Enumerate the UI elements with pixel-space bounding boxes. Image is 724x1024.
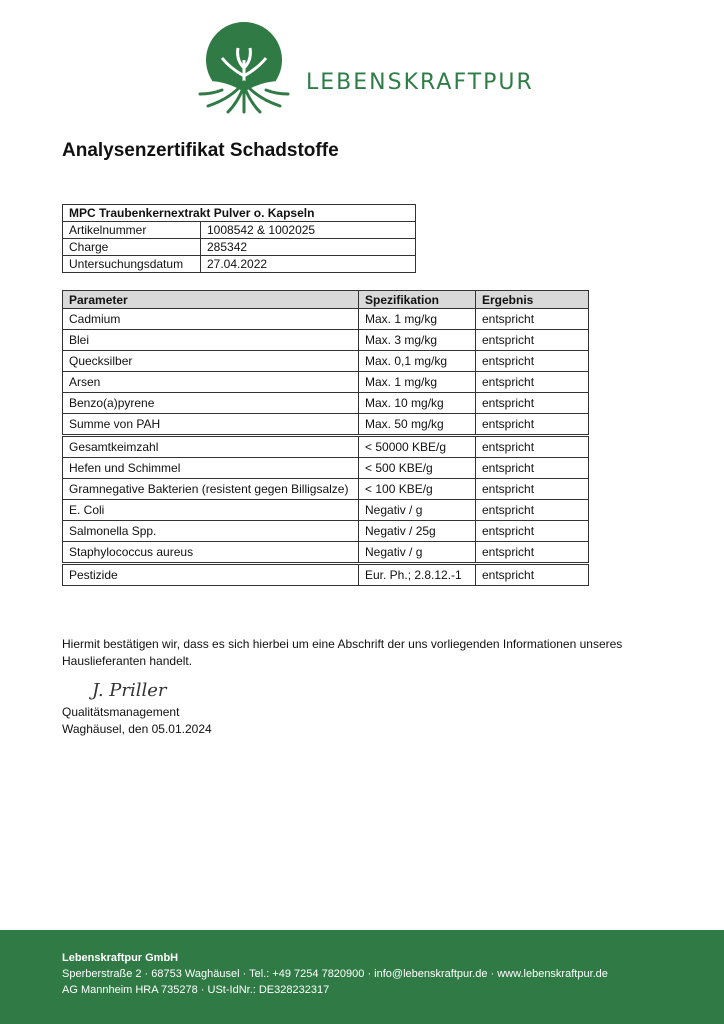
- product-row: [63, 239, 416, 256]
- cell-spec: < 100 KBE/g: [359, 479, 476, 500]
- page-title: Analysenzertifikat Schadstoffe: [62, 140, 339, 161]
- cell-result: entspricht: [476, 564, 589, 586]
- cell-spec: < 50000 KBE/g: [359, 436, 476, 458]
- brand-name: LEBENSKRAFTPUR: [306, 70, 534, 95]
- cell-spec: Max. 3 mg/kg: [359, 330, 476, 351]
- footer-registry: AG Mannheim HRA 735278 · USt-IdNr.: DE328232317: [62, 984, 330, 996]
- cell-parameter: E. Coli: [63, 500, 359, 521]
- cell-parameter: Quecksilber: [63, 351, 359, 372]
- cell-result: entspricht: [476, 351, 589, 372]
- product-row-label: Untersuchungsdatum: [63, 256, 201, 273]
- table-row: [63, 330, 589, 351]
- table-header-row: [63, 291, 589, 309]
- table-row: [63, 564, 589, 586]
- cell-spec: Max. 0,1 mg/kg: [359, 351, 476, 372]
- cell-parameter: Blei: [63, 330, 359, 351]
- cell-result: entspricht: [476, 414, 589, 436]
- footer: [0, 930, 724, 1024]
- cell-spec: Negativ / g: [359, 500, 476, 521]
- product-row-value: 1008542 & 1002025: [201, 222, 416, 239]
- cell-result: entspricht: [476, 330, 589, 351]
- cell-result: entspricht: [476, 372, 589, 393]
- product-info-table: [62, 204, 416, 273]
- cell-parameter: Benzo(a)pyrene: [63, 393, 359, 414]
- place-date: Waghäusel, den 05.01.2024: [62, 722, 212, 736]
- table-row: [63, 372, 589, 393]
- table-row: [63, 414, 589, 436]
- product-row-value: 285342: [201, 239, 416, 256]
- cell-result: entspricht: [476, 436, 589, 458]
- cell-result: entspricht: [476, 521, 589, 542]
- product-row-label: Artikelnummer: [63, 222, 201, 239]
- product-row-label: Charge: [63, 239, 201, 256]
- cell-spec: Negativ / 25g: [359, 521, 476, 542]
- cell-spec: Negativ / g: [359, 542, 476, 564]
- product-row: [63, 222, 416, 239]
- cell-spec: Eur. Ph.; 2.8.12.-1: [359, 564, 476, 586]
- footer-address: Sperberstraße 2 · 68753 Waghäusel · Tel.: +49 7254 7820900 · info@lebenskraftpur.de · www.lebenskraftpur.de: [62, 968, 608, 980]
- cell-parameter: Staphylococcus aureus: [63, 542, 359, 564]
- cell-spec: Max. 1 mg/kg: [359, 309, 476, 330]
- cell-parameter: Pestizide: [63, 564, 359, 586]
- header-parameter: Parameter: [63, 291, 359, 309]
- cell-result: entspricht: [476, 479, 589, 500]
- table-row: [63, 436, 589, 458]
- signatory-role: Qualitätsmanagement: [62, 705, 180, 719]
- tree-icon: [192, 20, 296, 116]
- cell-parameter: Salmonella Spp.: [63, 521, 359, 542]
- product-name: MPC Traubenkernextrakt Pulver o. Kapseln: [63, 205, 416, 222]
- cell-result: entspricht: [476, 500, 589, 521]
- cell-result: entspricht: [476, 309, 589, 330]
- table-row: [63, 393, 589, 414]
- cell-spec: Max. 10 mg/kg: [359, 393, 476, 414]
- header-ergebnis: Ergebnis: [476, 291, 589, 309]
- cell-parameter: Summe von PAH: [63, 414, 359, 436]
- header-spezifikation: Spezifikation: [359, 291, 476, 309]
- brand-logo: [192, 20, 552, 116]
- parameter-table: [62, 290, 589, 586]
- cell-parameter: Gesamtkeimzahl: [63, 436, 359, 458]
- signature: J. Priller: [92, 680, 167, 701]
- table-row: [63, 309, 589, 330]
- table-row: [63, 479, 589, 500]
- table-row: [63, 542, 589, 564]
- cell-parameter: Arsen: [63, 372, 359, 393]
- cell-spec: Max. 50 mg/kg: [359, 414, 476, 436]
- cell-parameter: Gramnegative Bakterien (resistent gegen Billigsalze): [63, 479, 359, 500]
- table-row: [63, 500, 589, 521]
- footer-company: Lebenskraftpur GmbH: [62, 952, 179, 964]
- cell-spec: < 500 KBE/g: [359, 458, 476, 479]
- confirmation-statement: Hiermit bestätigen wir, dass es sich hierbei um eine Abschrift der uns vorliegenden Informationen unseres Hauslieferanten handelt.: [62, 637, 623, 668]
- cell-result: entspricht: [476, 393, 589, 414]
- cell-result: entspricht: [476, 542, 589, 564]
- product-row: [63, 256, 416, 273]
- table-row: [63, 458, 589, 479]
- cell-spec: Max. 1 mg/kg: [359, 372, 476, 393]
- cell-parameter: Hefen und Schimmel: [63, 458, 359, 479]
- cell-result: entspricht: [476, 458, 589, 479]
- cell-parameter: Cadmium: [63, 309, 359, 330]
- signatory-block: [62, 704, 212, 738]
- product-row-value: 27.04.2022: [201, 256, 416, 273]
- table-row: [63, 351, 589, 372]
- table-row: [63, 521, 589, 542]
